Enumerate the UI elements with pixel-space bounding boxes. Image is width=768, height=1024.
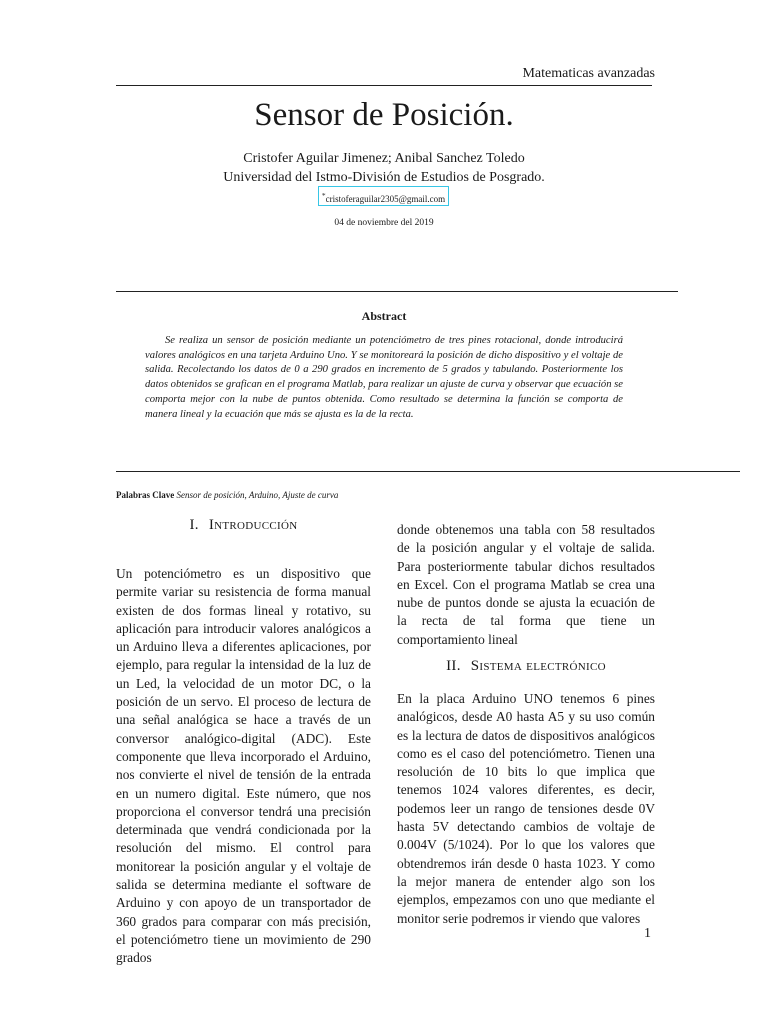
intro-paragraph: Un potenciómetro es un dispositivo que permite variar su resistencia de forma manual existen de dos formas lineal y rotativo, su aplicación para introducir valores analógicos a un Arduino lleva a diferentes aplicaciones, por ejemplo, para regular la intensidad de la luz de un Led, la velocidad de un motor DC, o la posición de un servo. El proceso de lectura de una señal analógica se hace a través de un conversor analógico-digital (ADC). Este componente que lleva incorporado el Arduino, nos convierte el nivel de tensión de la entrada en un numero digital. Este número, que nos proporciona el conversor tendrá una precisión determinada que vendrá condicionada por la resolución del mismo. El control para monitorear la posición angular y el voltaje de salida se determina mediante el software de Arduino y con apoyo de un transportador de 360 grados para comparar con más precisión, el potenciómetro tiene un movimiento de 290 grados	[116, 566, 371, 966]
abstract-text: Se realiza un sensor de posición mediante un potenciómetro de tres pines rotacional, donde introducirá valores analógicos en una tarjeta Arduino Uno. Y se monitoreará la posición de dicho dispositivo y el voltaje de salida. Recolectando los datos de 0 a 290 grados en incremento de 5 grados y tabulando. Posteriormente los datos obtenidos se grafican en el programa Matlab, para realizar un ajuste de curva y observar que ecuación se comporta mejor con la nube de puntos obtenida. Como resultado se determina la función se comporta de manera lineal y la ecuación que más se ajusta es la de la recta.	[145, 335, 623, 420]
section-number: II.	[446, 658, 461, 674]
email-marker: *	[321, 191, 326, 200]
paper-date: 04 de noviembre del 2019	[334, 218, 434, 228]
section-title: Introducción	[208, 517, 298, 533]
paper-title: Sensor de Posición.	[254, 97, 514, 133]
page-number: 1	[644, 926, 651, 941]
header-rule	[116, 85, 652, 86]
electronics-paragraph: En la placa Arduino UNO tenemos 6 pines analógicos, desde A0 hasta A5 y su uso común es la lectura de datos de dispositivos analógicos como es el caso del potenciómetro. Tienen una resolución de 10 bits lo que implica que tenemos 1024 valores diferentes, es decir, podemos leer un rango de tensiones desde 0V hasta 5V detectando cambios de voltaje de 0.004V (5/1024). Por lo que los valores que obtendremos irán desde 0 hasta 1023. Y como la mejor manera de entender algo son los ejemplos, empezamos con uno que mediante el monitor serie podremos ir viendo que valores	[397, 691, 655, 926]
abstract-bottom-rule	[116, 471, 740, 472]
section-title: Sistema electrónico	[470, 658, 606, 674]
section-heading-introduccion	[116, 517, 371, 534]
author-affiliation: Universidad del Istmo-División de Estudios de Posgrado.	[223, 170, 545, 185]
abstract-heading: Abstract	[361, 309, 407, 323]
section-number: I.	[189, 517, 199, 533]
keywords-value: Sensor de posición, Arduino, Ajuste de curva	[176, 490, 339, 500]
author-names: Cristofer Aguilar Jimenez; Anibal Sanchez Toledo	[243, 151, 525, 166]
running-header: Matematicas avanzadas	[522, 66, 655, 81]
keywords-label: Palabras Clave	[116, 490, 175, 500]
email-address: cristoferaguilar2305@gmail.com	[325, 194, 446, 204]
email-link[interactable]	[318, 186, 449, 206]
section-heading-sistema-electronico	[397, 658, 655, 675]
author-block	[0, 149, 768, 187]
intro-continued-paragraph: donde obtenemos una tabla con 58 resultados de la posición angular y el voltaje de salida. Para posteriormente tabular dichos resultados en Excel. Con el programa Matlab se crea una nube de puntos donde se ajusta la ecuación de la recta de tal forma que tiene un comportamiento lineal	[397, 522, 655, 647]
keywords	[116, 490, 338, 500]
abstract-top-rule	[116, 291, 678, 292]
